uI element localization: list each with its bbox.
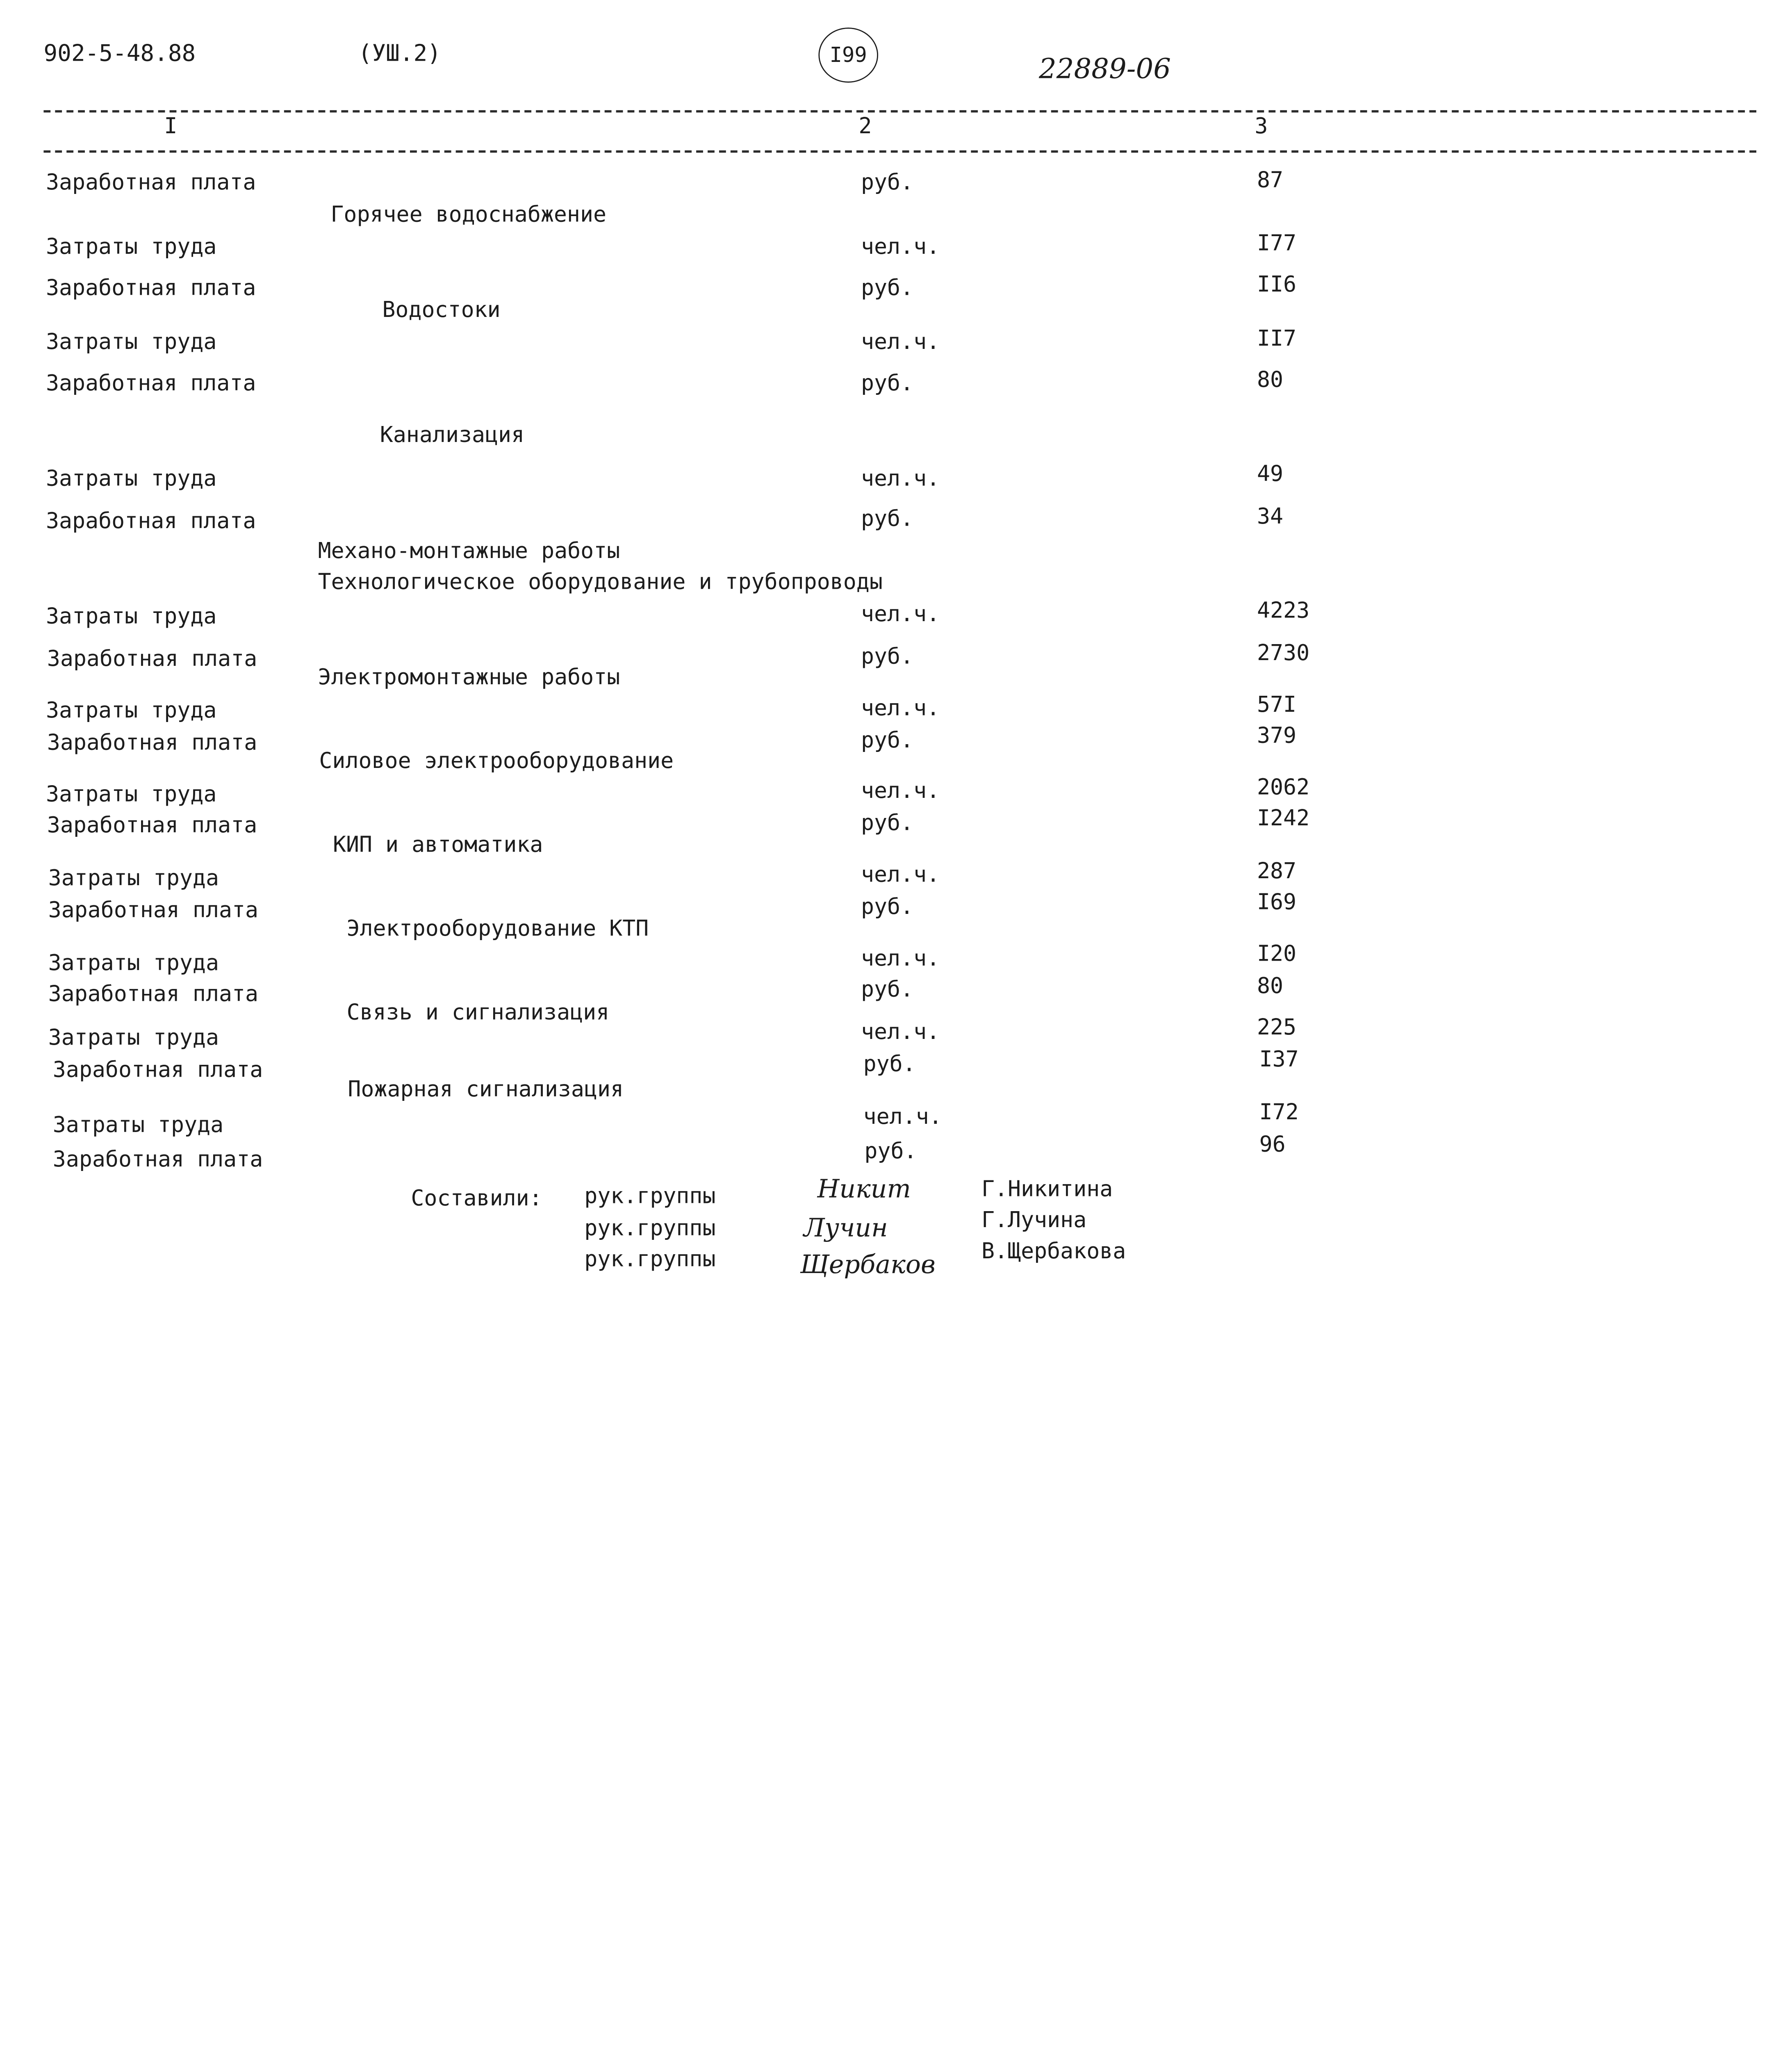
row-label: Затраты труда [46,698,217,723]
row-label: Затраты труда [46,234,217,260]
row-unit: руб. [861,506,914,532]
row-value: II6 [1257,272,1297,298]
doc-code: 902-5-48.88 [43,39,196,67]
section-heading: Водостоки [382,297,501,323]
row-value: I20 [1257,941,1297,967]
row-label: Заработная плата [46,276,256,301]
section-subheading: Технологическое оборудование и трубопроводы [318,569,883,595]
row-value: 87 [1257,167,1284,193]
compiler-name: Г.Никитина [981,1177,1113,1202]
row-unit: чел.ч. [861,946,940,971]
row-unit: чел.ч. [861,329,940,355]
row-value: 80 [1257,973,1284,999]
top-divider [43,110,1756,113]
row-label: Заработная плата [52,1147,263,1172]
signature-3: Щербаков [800,1251,936,1280]
header-divider [43,150,1756,153]
compiler-name: Г.Лучина [981,1207,1087,1233]
row-label: Заработная плата [52,1057,263,1083]
compiler-role: рук.группы [584,1246,716,1272]
row-unit: чел.ч. [861,778,940,804]
row-unit: руб. [864,1139,917,1164]
row-label: Заработная плата [46,508,256,534]
row-unit: руб. [861,170,914,195]
section-heading: КИП и автоматика [333,832,543,858]
row-label: Затраты труда [46,466,217,492]
compiler-role: рук.группы [584,1216,716,1241]
archive-number: 22889-06 [1039,52,1171,85]
compiled-by-label: Составили: [411,1186,542,1211]
row-label: Заработная плата [47,646,257,672]
row-value: I72 [1259,1100,1299,1125]
row-value: 96 [1259,1132,1286,1157]
row-value: 4223 [1257,598,1310,624]
compiler-name: В.Щербакова [981,1239,1126,1264]
section-heading: Электрооборудование КТП [346,916,649,941]
section-code: (УШ.2) [358,39,441,67]
page-number: I99 [829,43,867,68]
row-label: Затраты труда [46,781,217,807]
row-label: Затраты труда [46,604,217,629]
row-unit: руб. [861,276,914,301]
row-label: Затраты труда [46,329,217,355]
row-unit: руб. [861,728,914,753]
row-unit: чел.ч. [861,466,940,492]
row-unit: чел.ч. [861,1019,940,1045]
row-value: 379 [1257,723,1297,749]
column-3-header: 3 [1255,114,1268,139]
row-unit: руб. [861,371,914,396]
row-value: 2062 [1257,775,1310,800]
row-unit: чел.ч. [863,1104,942,1130]
row-value: I37 [1259,1047,1299,1073]
column-2-header: 2 [858,114,872,139]
row-value: II7 [1257,326,1297,351]
page-number-stamp [818,27,878,82]
row-unit: руб. [861,644,914,670]
signature-1: Никит [817,1175,911,1205]
compiler-role: рук.группы [584,1183,716,1209]
row-value: I69 [1257,890,1297,915]
row-value: I77 [1257,230,1297,256]
row-label: Заработная плата [46,170,256,195]
section-heading: Горячее водоснабжение [330,202,607,228]
section-heading: Канализация [380,422,525,448]
row-unit: руб. [863,1051,916,1077]
row-label: Заработная плата [46,371,256,396]
section-heading: Пожарная сигнализация [348,1077,624,1102]
section-heading: Силовое электрооборудование [319,748,674,774]
row-value: 2730 [1257,640,1310,666]
row-unit: руб. [861,810,914,836]
row-label: Затраты труда [48,1025,219,1050]
signature-2: Лучин [804,1214,888,1244]
row-label: Заработная плата [47,730,257,756]
row-unit: чел.ч. [861,695,940,721]
row-value: 34 [1257,504,1284,529]
column-1-header: I [164,114,178,139]
row-value: I242 [1257,806,1310,831]
row-unit: чел.ч. [861,862,940,888]
section-heading: Механо-монтажные работы [318,538,620,564]
row-label: Заработная плата [47,813,257,838]
section-heading: Электромонтажные работы [318,665,620,690]
row-value: 57I [1257,692,1297,718]
row-value: 80 [1257,367,1284,393]
row-label: Затраты труда [48,950,219,976]
row-label: Заработная плата [48,897,259,923]
row-label: Затраты труда [52,1112,224,1138]
section-heading: Связь и сигнализация [346,1000,610,1025]
row-label: Затраты труда [48,866,219,891]
row-value: 225 [1257,1015,1297,1040]
row-unit: руб. [861,894,914,920]
row-label: Заработная плата [48,982,259,1007]
row-unit: чел.ч. [861,234,940,260]
row-unit: руб. [861,977,914,1002]
row-unit: чел.ч. [861,601,940,627]
row-value: 49 [1257,461,1284,487]
row-value: 287 [1257,859,1297,884]
